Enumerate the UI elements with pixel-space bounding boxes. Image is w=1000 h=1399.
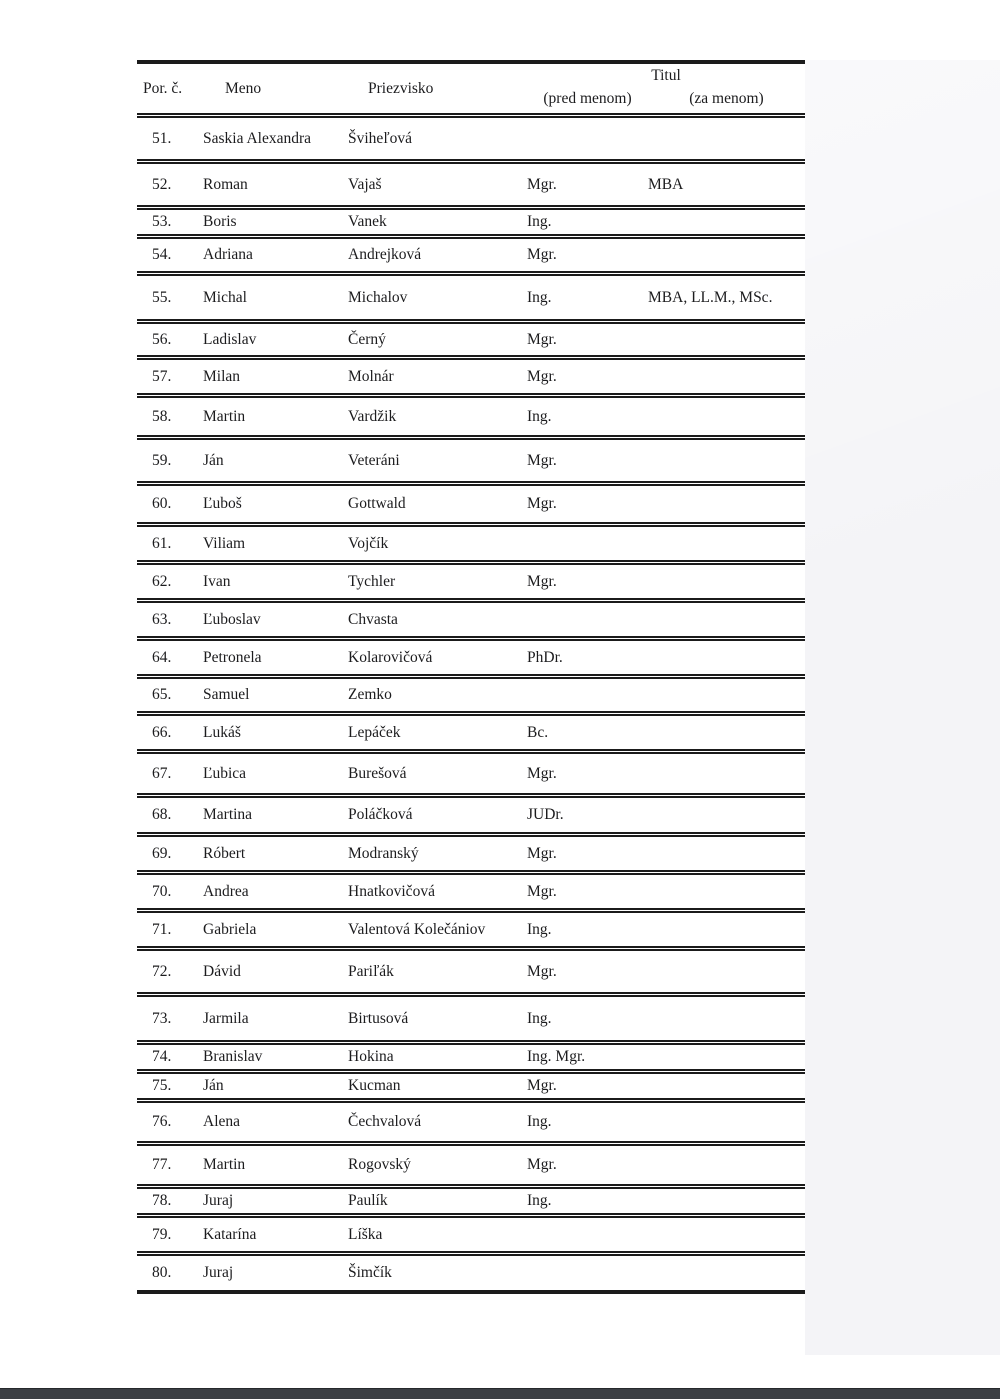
cell-titul-pred-menom: Mgr. [527,246,557,264]
cell-meno: Ján [203,451,224,469]
cell-titul-pred-menom: Mgr. [527,451,557,469]
cell-meno: Viliam [203,534,246,552]
cell-titul-pred-menom: Ing. Mgr. [527,1048,586,1066]
cell-titul-pred-menom: Ing. [527,407,552,425]
cell-priezvisko: Kucman [348,1077,401,1095]
cell-titul-pred-menom: Mgr. [527,367,557,385]
cell-meno: Alena [203,1113,241,1131]
table-row [137,1251,805,1290]
table-row [137,205,805,234]
cell-priezvisko: Rogovský [348,1156,411,1174]
cell-priezvisko: Vajaš [348,175,382,193]
cell-por-c: 65. [152,686,172,704]
cell-por-c: 61. [152,534,172,552]
cell-por-c: 56. [152,330,172,348]
cell-titul-za-menom: MBA, LL.M., MSc. [648,288,773,306]
header-titul-subrow [527,90,805,108]
cell-titul-pred-menom: Mgr. [527,1156,557,1174]
cell-priezvisko: Chvasta [348,610,398,628]
cell-meno: Gabriela [203,920,257,938]
header-meno: Meno [225,79,262,97]
cell-por-c: 74. [152,1048,172,1066]
cell-priezvisko: Šviheľová [348,129,412,147]
cell-por-c: 75. [152,1077,172,1095]
cell-priezvisko: Tychler [348,572,396,590]
cell-meno: Ľuboš [203,495,242,513]
table-row [137,1184,805,1213]
cell-por-c: 72. [152,962,172,980]
header-titul-pred-menom: (pred menom) [543,90,632,108]
cell-priezvisko: Čechvalová [348,1113,422,1131]
cell-priezvisko: Birtusová [348,1009,409,1027]
cell-meno: Michal [203,288,247,306]
table-row [137,481,805,522]
table-row [137,598,805,636]
cell-meno: Martina [203,806,253,824]
cell-priezvisko: Lepáček [348,723,401,741]
table-row [137,636,805,674]
table-row [137,271,805,319]
cell-por-c: 59. [152,451,172,469]
cell-meno: Roman [203,175,248,193]
cell-priezvisko: Vardžik [348,407,397,425]
cell-por-c: 67. [152,764,172,782]
cell-por-c: 51. [152,129,172,147]
cell-priezvisko: Zemko [348,686,392,704]
cell-por-c: 64. [152,648,172,666]
cell-titul-pred-menom: Ing. [527,1009,552,1027]
cell-priezvisko: Hnatkovičová [348,882,435,900]
cell-meno: Ľubica [203,764,247,782]
titles-table [137,60,805,1294]
cell-titul-pred-menom: Mgr. [527,764,557,782]
cell-meno: Jarmila [203,1009,249,1027]
header-priezvisko: Priezvisko [368,79,434,97]
cell-meno: Juraj [203,1264,234,1282]
cell-meno: Katarína [203,1225,257,1243]
table-row [137,1069,805,1098]
table-row [137,355,805,393]
header-titul: Titul [651,67,681,84]
cell-priezvisko: Vanek [348,213,387,231]
cell-priezvisko: Molnár [348,367,394,385]
header-titul-group [527,64,805,113]
cell-por-c: 68. [152,806,172,824]
cell-por-c: 73. [152,1009,172,1027]
cell-titul-pred-menom: Mgr. [527,495,557,513]
table-row [137,1098,805,1141]
cell-por-c: 55. [152,288,172,306]
cell-por-c: 71. [152,920,172,938]
cell-meno: Martin [203,1156,246,1174]
cell-por-c: 62. [152,572,172,590]
table-header-row [137,64,805,118]
cell-titul-pred-menom: Ing. [527,213,552,231]
table-row [137,749,805,793]
table-row [137,319,805,355]
header-por-c: Por. č. [143,79,183,97]
table-row [137,793,805,832]
cell-por-c: 66. [152,723,172,741]
table-row [137,1213,805,1251]
cell-priezvisko: Šimčík [348,1264,392,1282]
table-body [137,118,805,1290]
cell-por-c: 63. [152,610,172,628]
table-row [137,159,805,205]
cell-priezvisko: Vojčík [348,534,389,552]
table-row [137,560,805,598]
table-row [137,522,805,560]
cell-por-c: 70. [152,882,172,900]
header-titul-za-menom: (za menom) [689,90,764,108]
cell-por-c: 79. [152,1225,172,1243]
cell-titul-pred-menom: Ing. [527,288,552,306]
cell-meno: Ivan [203,572,231,590]
cell-priezvisko: Andrejková [348,246,422,264]
cell-por-c: 60. [152,495,172,513]
cell-meno: Boris [203,213,237,231]
cell-titul-pred-menom: Ing. [527,1192,552,1210]
cell-priezvisko: Michalov [348,288,408,306]
cell-por-c: 58. [152,407,172,425]
cell-priezvisko: Valentová Kolečániov [348,920,486,938]
cell-meno: Adriana [203,246,253,264]
page-edge-scan-band [805,60,1000,1355]
cell-meno: Samuel [203,686,250,704]
cell-meno: Ladislav [203,330,257,348]
cell-meno: Branislav [203,1048,263,1066]
cell-meno: Róbert [203,844,246,862]
table-row [137,908,805,946]
cell-por-c: 69. [152,844,172,862]
cell-meno: Petronela [203,648,262,666]
table-row [137,1040,805,1069]
cell-titul-za-menom: MBA [648,175,684,193]
cell-meno: Juraj [203,1192,234,1210]
cell-por-c: 77. [152,1156,172,1174]
cell-titul-pred-menom: Mgr. [527,882,557,900]
cell-por-c: 52. [152,175,172,193]
table-row [137,711,805,749]
table-row [137,435,805,481]
cell-por-c: 78. [152,1192,172,1210]
table-row [137,674,805,711]
cell-priezvisko: Kolarovičová [348,648,433,666]
table-row [137,1141,805,1184]
cell-por-c: 54. [152,246,172,264]
cell-meno: Milan [203,367,241,385]
cell-meno: Saskia Alexandra [203,129,312,147]
cell-meno: Ľuboslav [203,610,261,628]
cell-titul-pred-menom: JUDr. [527,806,564,824]
cell-priezvisko: Veteráni [348,451,400,469]
cell-por-c: 80. [152,1264,172,1282]
cell-titul-pred-menom: Mgr. [527,962,557,980]
cell-por-c: 57. [152,367,172,385]
cell-priezvisko: Líška [348,1225,383,1243]
table-row [137,234,805,271]
table-row [137,118,805,159]
cell-titul-pred-menom: Bc. [527,723,549,741]
cell-titul-pred-menom: Ing. [527,1113,552,1131]
cell-priezvisko: Gottwald [348,495,406,513]
cell-priezvisko: Modranský [348,844,419,862]
cell-meno: Ján [203,1077,224,1095]
cell-titul-pred-menom: PhDr. [527,648,563,666]
cell-meno: Martin [203,407,246,425]
cell-titul-pred-menom: Mgr. [527,1077,557,1095]
cell-por-c: 76. [152,1113,172,1131]
cell-priezvisko: Hokina [348,1048,394,1066]
cell-titul-pred-menom: Mgr. [527,175,557,193]
cell-titul-pred-menom: Mgr. [527,572,557,590]
table-row [137,992,805,1040]
table-row [137,393,805,435]
cell-titul-pred-menom: Mgr. [527,330,557,348]
cell-priezvisko: Poláčková [348,806,413,824]
table-row [137,870,805,908]
table-row [137,832,805,870]
cell-priezvisko: Paulík [348,1192,388,1210]
cell-por-c: 53. [152,213,172,231]
cell-priezvisko: Burešová [348,764,407,782]
cell-meno: Lukáš [203,723,241,741]
window-bottom-bar [0,1388,1000,1399]
cell-priezvisko: Černý [348,330,386,348]
cell-meno: Andrea [203,882,249,900]
table-row [137,946,805,992]
cell-priezvisko: Pariľák [348,962,394,980]
cell-titul-pred-menom: Ing. [527,920,552,938]
cell-meno: Dávid [203,962,241,980]
cell-titul-pred-menom: Mgr. [527,844,557,862]
